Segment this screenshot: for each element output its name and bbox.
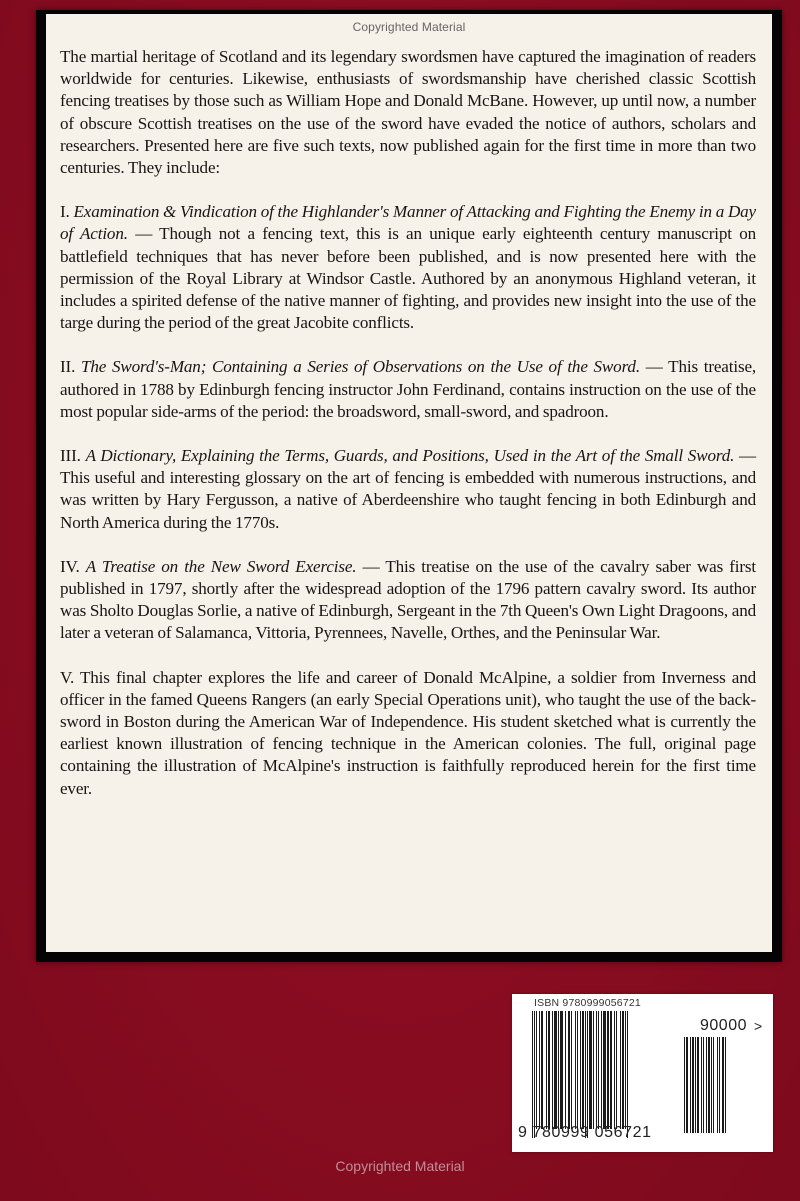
item-description: Though not a fencing text, this is an unique early eighteenth century manuscript on battlefield techniques that has never before been published, and is now presented here with the permission of the Royal Library at Windsor Castle. Authored by an anonymous Highland veteran, it includes a spirited defense of the native manner of fighting, and provides new insight into the use of the targe during the period of the great Jacobite conflicts. (60, 224, 756, 333)
item-description: This treatise on the use of the cavalry saber was first published in 1797, shortly after the widespread adoption of the 1796 pattern cavalry sword. Its author was Sholto Douglas Sorlie, a native of Edinburgh, Sergeant in the 7th Queen's Own Light Dragoons, and later a veteran of Salamanca, Vittoria, Pyrennees, Navelle, Orthes, and the Peninsular War. (60, 556, 756, 643)
item-description: This treatise, authored in 1788 by Edinburgh fencing instructor John Ferdinand, contains instruction on the use of the most popular side-arms of the period: the broadsword, small-sword, and spadroon. (60, 357, 757, 421)
item-numeral: V. (60, 667, 75, 687)
blurb-text (60, 46, 756, 800)
blurb-item-5 (60, 667, 756, 800)
ean-digits: 9 780999 056721 (518, 1124, 652, 1141)
price-arrow: > (754, 1018, 763, 1034)
ean-barcode-bars (532, 1011, 644, 1129)
blurb-item-2 (60, 356, 756, 423)
item-numeral: IV. (60, 556, 80, 576)
item-description: This final chapter explores the life and career of Donald McAlpine, a soldier from Inverness and officer in the famed Queens Rangers (an early Special Operations unit), who taught the use of the back-sword in Boston during the American War of Independence. His student sketched what is currently the earliest known illustration of fencing technique in the American colonies. The full, original page containing the illustration of McAlpine's instruction is faithfully reproduced herein for the first time ever. (60, 667, 756, 798)
item-dash: — (135, 224, 153, 244)
item-dash: — (645, 357, 663, 377)
item-dash: — (362, 556, 380, 576)
isbn-label: ISBN 9780999056721 (534, 997, 641, 1009)
price-addon-bars (684, 1037, 742, 1133)
item-title: Examination & Vindication of the Highlander's Manner of Attacking and Fighting the Enemy in a Day of Action. (60, 202, 756, 244)
blurb-item-3 (60, 445, 756, 534)
isbn-barcode (512, 994, 773, 1152)
price-code: 90000 (700, 1017, 747, 1034)
copyright-watermark-bottom: Copyrighted Material (335, 1158, 465, 1174)
item-numeral: II. (60, 357, 76, 377)
blurb-item-1 (60, 201, 756, 334)
item-title: The Sword's-Man; Containing a Series of Observations on the Use of the Sword. (81, 357, 640, 377)
item-numeral: I. (60, 202, 70, 222)
text-panel-frame (36, 10, 782, 962)
item-dash: — (739, 446, 756, 466)
item-numeral: III. (60, 446, 81, 466)
item-description: This useful and interesting glossary on the art of fencing is embedded with numerous instructions, and was written by Hary Fergusson, a native of Aberdeenshire who taught fencing in both Edinburgh and North America during the 1770s. (60, 468, 756, 532)
blurb-intro: The martial heritage of Scotland and its legendary swordsmen have captured the imagination of readers worldwide for centuries. Likewise, enthusiasts of swordsmanship have cherished classic Scottish fencing treatises by those such as William Hope and Donald McBane. However, up until now, a number of obscure Scottish treatises on the use of the sword have evaded the notice of authors, scholars and researchers. Presented here are five such texts, now published again for the first time in more than two centuries. They include: (60, 47, 756, 178)
item-title: A Dictionary, Explaining the Terms, Guards, and Positions, Used in the Art of the Small Sword. (85, 446, 735, 466)
text-panel (46, 14, 772, 952)
copyright-watermark-top: Copyrighted Material (352, 20, 466, 34)
item-title: A Treatise on the New Sword Exercise. (85, 556, 357, 576)
blurb-item-4 (60, 556, 756, 645)
